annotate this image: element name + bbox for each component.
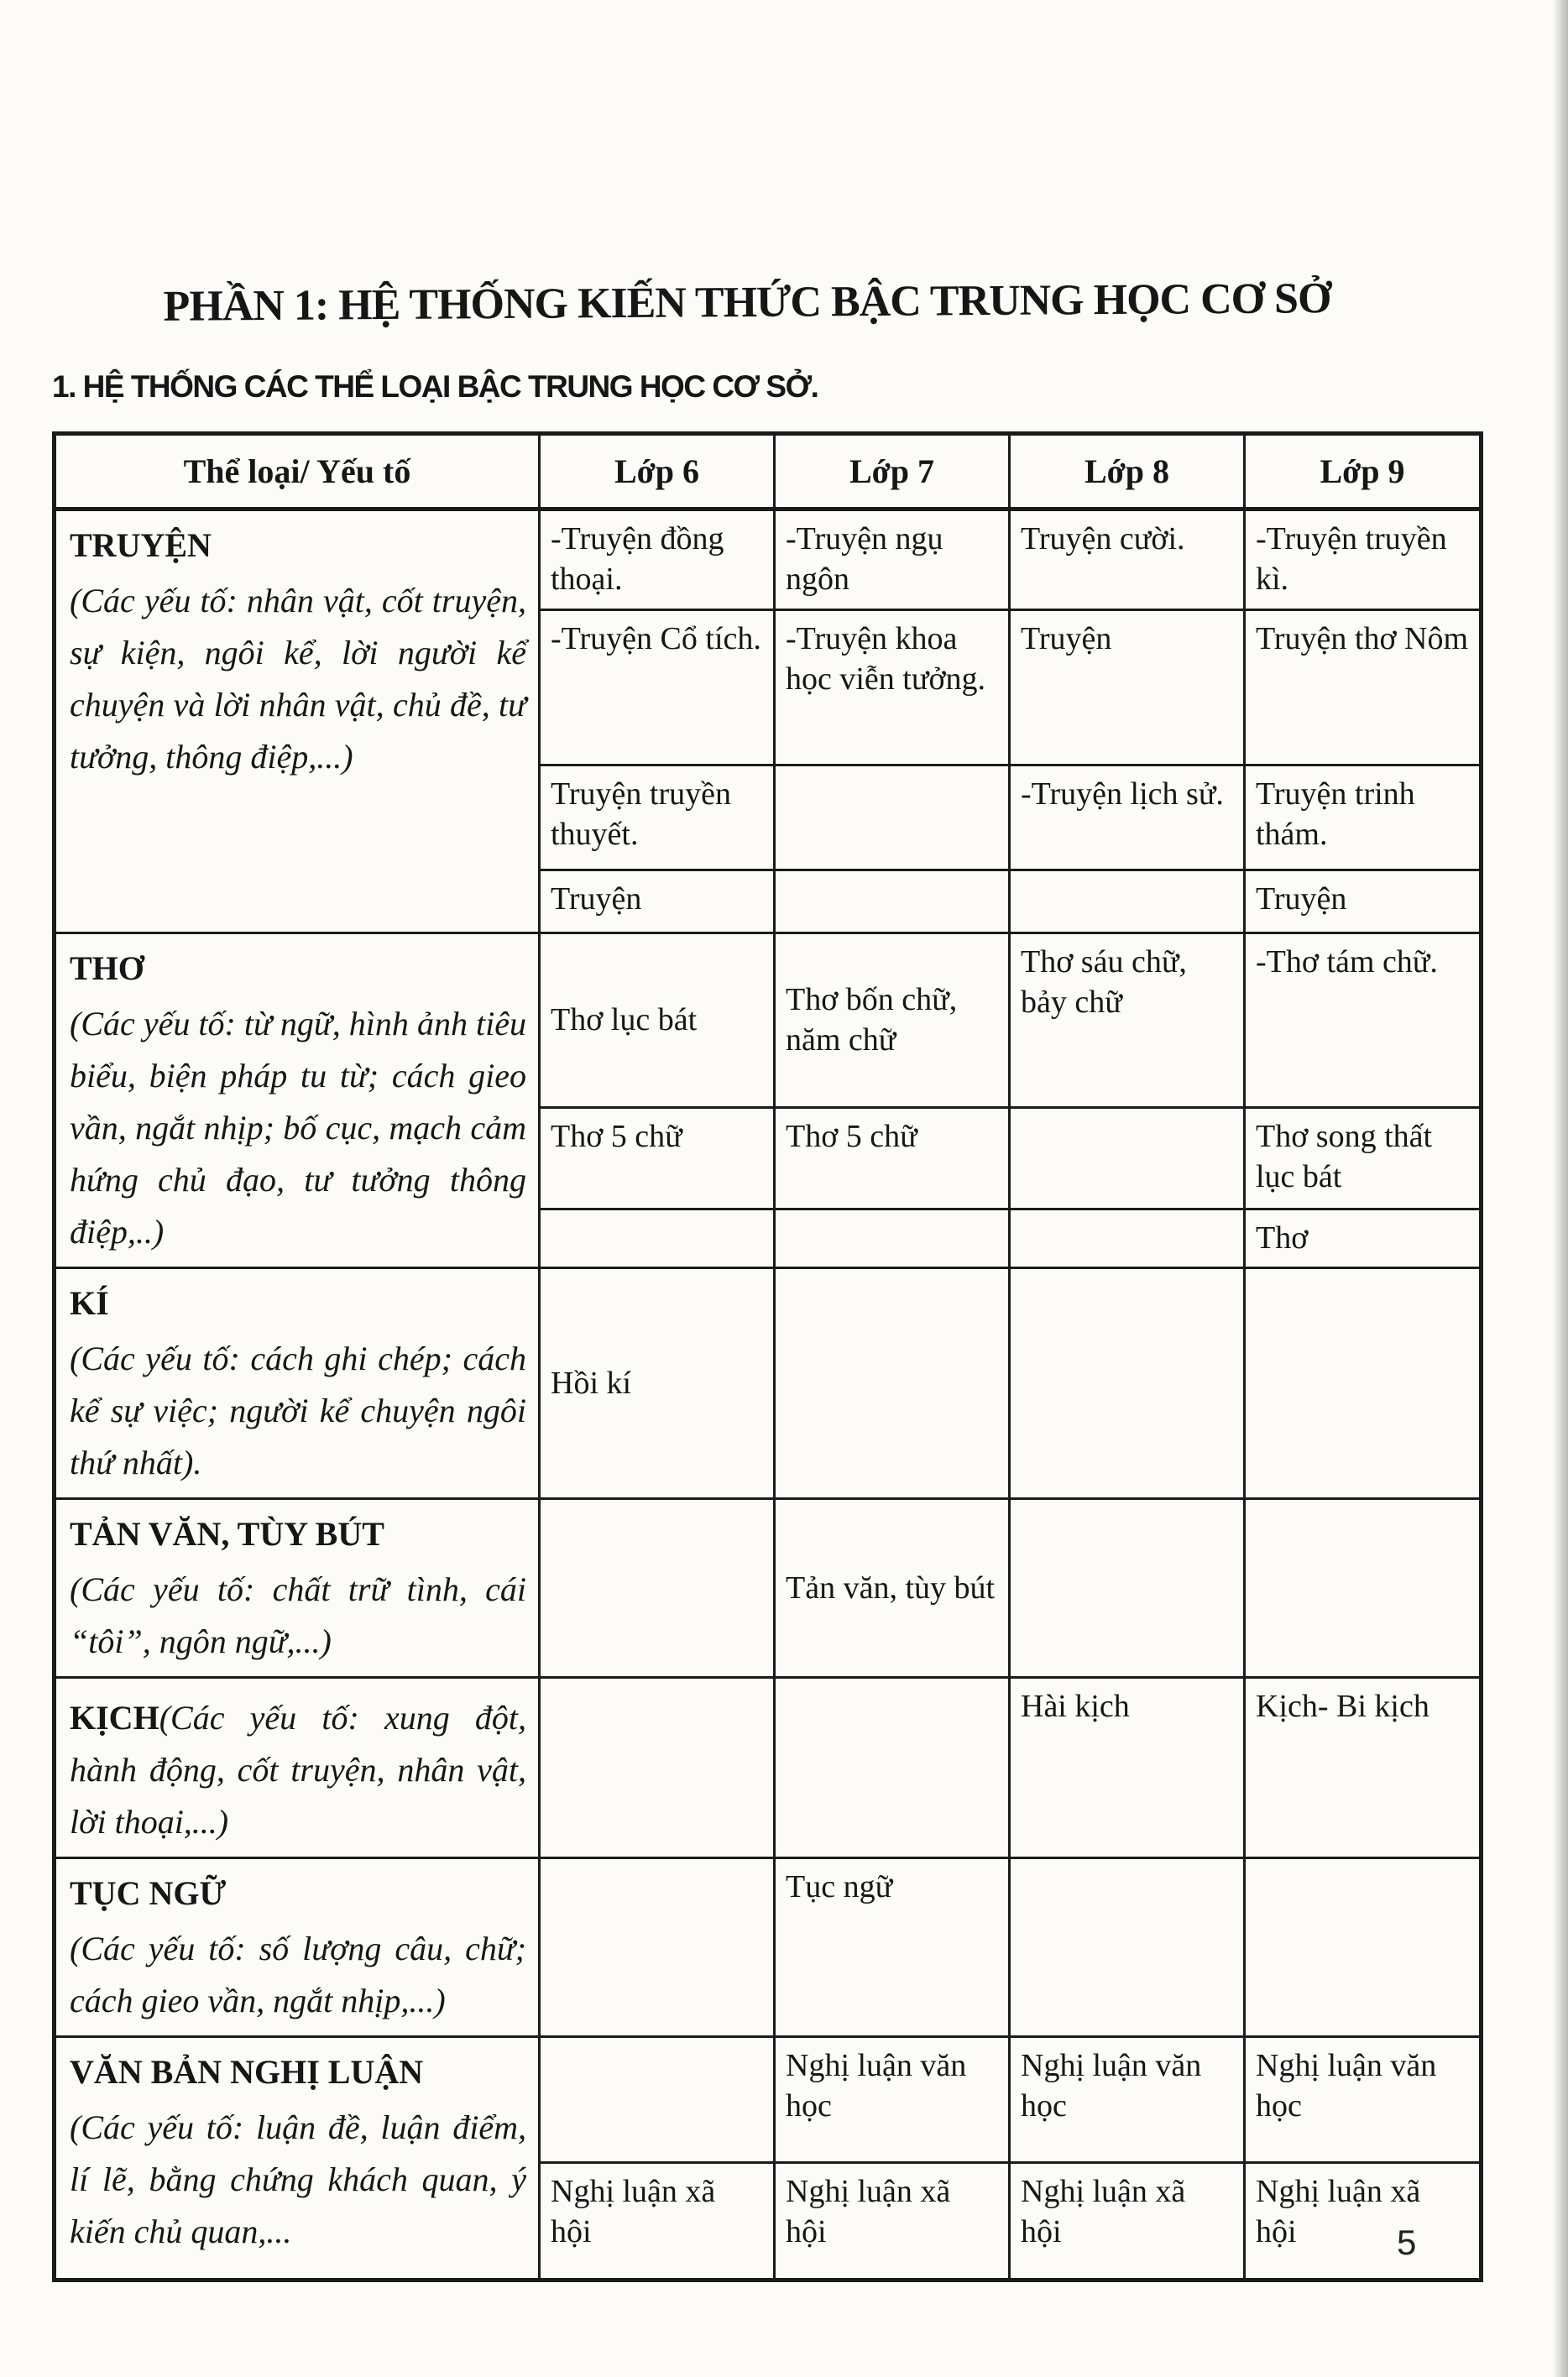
table-header-row bbox=[55, 434, 1482, 509]
value-cell bbox=[775, 870, 1010, 933]
value-cell bbox=[775, 765, 1010, 870]
table-row bbox=[55, 933, 1482, 1108]
value-cell: Tục ngữ bbox=[775, 1858, 1010, 2037]
table-row bbox=[55, 509, 1482, 610]
value-cell: Thơ sáu chữ, bảy chữ bbox=[1010, 933, 1245, 1108]
value-cell: Thơ 5 chữ bbox=[540, 1107, 775, 1209]
table-row bbox=[55, 1499, 1482, 1678]
value-cell bbox=[1245, 1499, 1482, 1678]
header-grade-6: Lớp 6 bbox=[540, 434, 775, 509]
value-cell: Truyện truyền thuyết. bbox=[540, 765, 775, 870]
value-cell: -Truyện khoa học viễn tưởng. bbox=[775, 610, 1010, 765]
table-row bbox=[55, 1858, 1482, 2037]
genre-title: THƠ bbox=[70, 949, 144, 987]
genre-description: (Các yếu tố: chất trữ tình, cái “tôi”, ngôn ngữ,...) bbox=[70, 1570, 526, 1660]
header-grade-7: Lớp 7 bbox=[775, 434, 1010, 509]
value-cell: Nghị luận xã hội bbox=[540, 2163, 775, 2280]
genre-description: (Các yếu tố: số lượng câu, chữ; cách gieo vần, ngắt nhịp,...) bbox=[70, 1930, 526, 2019]
value-cell: Nghị luận văn học bbox=[1245, 2037, 1482, 2163]
value-cell bbox=[1010, 1499, 1245, 1678]
table-row bbox=[55, 2037, 1482, 2163]
value-cell: Truyện bbox=[1245, 870, 1482, 933]
page-title: PHẦN 1: HỆ THỐNG KIẾN THỨC BẬC TRUNG HỌC CƠ SỞ bbox=[163, 274, 1331, 331]
genre-description: (Các yếu tố: nhân vật, cốt truyện, sự kiện, ngôi kể, lời người kể chuyện và lời nhân vật, chủ đề, tư tưởng, thông điệp,...) bbox=[70, 582, 526, 776]
table-row bbox=[55, 1678, 1482, 1858]
value-cell: Truyện trinh thám. bbox=[1245, 765, 1482, 870]
genre-description: (Các yếu tố: cách ghi chép; cách kể sự việc; người kể chuyện ngôi thứ nhất). bbox=[70, 1340, 526, 1481]
value-cell: Kịch- Bi kịch bbox=[1245, 1678, 1482, 1858]
genre-title: TẢN VĂN, TÙY BÚT bbox=[70, 1515, 384, 1553]
genre-title: KỊCH bbox=[70, 1699, 159, 1737]
value-cell: Nghị luận xã hội bbox=[775, 2163, 1010, 2280]
genre-description: (Các yếu tố: luận đề, luận điểm, lí lẽ, bằng chứng khách quan, ý kiến chủ quan,... bbox=[70, 2108, 526, 2250]
value-cell: Hài kịch bbox=[1010, 1678, 1245, 1858]
value-cell: Nghị luận văn học bbox=[775, 2037, 1010, 2163]
value-cell: Truyện thơ Nôm bbox=[1245, 610, 1482, 765]
value-cell: Hồi kí bbox=[540, 1268, 775, 1499]
section-subtitle: 1. HỆ THỐNG CÁC THỂ LOẠI BẬC TRUNG HỌC CƠ SỞ. bbox=[52, 369, 818, 404]
value-cell: Nghị luận xã hội bbox=[1010, 2163, 1245, 2280]
scanner-edge-shadow bbox=[1553, 0, 1568, 2377]
value-cell bbox=[1010, 1268, 1245, 1499]
genre-title: KÍ bbox=[70, 1284, 109, 1322]
value-cell bbox=[540, 1858, 775, 2037]
value-cell: -Truyện đồng thoại. bbox=[540, 509, 775, 610]
genre-cell-truyen bbox=[55, 509, 540, 933]
value-cell: Truyện cười. bbox=[1010, 509, 1245, 610]
table-row bbox=[55, 1268, 1482, 1499]
value-cell: Tản văn, tùy bút bbox=[775, 1499, 1010, 1678]
value-cell bbox=[1010, 1107, 1245, 1209]
value-cell bbox=[1010, 1209, 1245, 1268]
genre-title: TRUYỆN bbox=[70, 526, 212, 564]
value-cell bbox=[540, 2037, 775, 2163]
genre-title: TỤC NGỮ bbox=[70, 1874, 227, 1912]
genre-cell-tuc-ngu bbox=[55, 1858, 540, 2037]
genre-description: (Các yếu tố: xung đột, hành động, cốt truyện, nhân vật, lời thoại,...) bbox=[70, 1699, 526, 1841]
value-cell: Truyện bbox=[540, 870, 775, 933]
value-cell: Nghị luận xã hội bbox=[1245, 2163, 1482, 2280]
value-cell bbox=[540, 1678, 775, 1858]
genres-by-grade-table bbox=[52, 431, 1483, 2282]
value-cell bbox=[1245, 1858, 1482, 2037]
value-cell bbox=[1010, 870, 1245, 933]
value-cell bbox=[775, 1209, 1010, 1268]
value-cell: -Truyện truyền kì. bbox=[1245, 509, 1482, 610]
value-cell: Truyện bbox=[1010, 610, 1245, 765]
genre-title: VĂN BẢN NGHỊ LUẬN bbox=[70, 2053, 424, 2091]
value-cell: Thơ bốn chữ, năm chữ bbox=[775, 933, 1010, 1108]
value-cell bbox=[775, 1678, 1010, 1858]
genre-cell-kich bbox=[55, 1678, 540, 1858]
value-cell: Thơ lục bát bbox=[540, 933, 775, 1108]
genre-cell-nghi-luan bbox=[55, 2037, 540, 2280]
value-cell: Thơ song thất lục bát bbox=[1245, 1107, 1482, 1209]
value-cell bbox=[540, 1209, 775, 1268]
value-cell: Thơ bbox=[1245, 1209, 1482, 1268]
value-cell: -Truyện lịch sử. bbox=[1010, 765, 1245, 870]
value-cell bbox=[1010, 1858, 1245, 2037]
value-cell: Thơ 5 chữ bbox=[775, 1107, 1010, 1209]
genre-description: (Các yếu tố: từ ngữ, hình ảnh tiêu biểu, biện pháp tu từ; cách gieo vần, ngắt nhịp; bố cục, mạch cảm hứng chủ đạo, tư tưởng thông điệp,..) bbox=[70, 1005, 526, 1251]
value-cell: -Truyện Cổ tích. bbox=[540, 610, 775, 765]
page-number: 5 bbox=[1397, 2223, 1417, 2262]
value-cell bbox=[540, 1499, 775, 1678]
genre-cell-tho bbox=[55, 933, 540, 1268]
genre-cell-tan-van bbox=[55, 1499, 540, 1678]
value-cell: Nghị luận văn học bbox=[1010, 2037, 1245, 2163]
header-grade-9: Lớp 9 bbox=[1245, 434, 1482, 509]
genre-cell-ki bbox=[55, 1268, 540, 1499]
value-cell bbox=[775, 1268, 1010, 1499]
header-genre-column: Thể loại/ Yếu tố bbox=[55, 434, 540, 509]
value-cell: -Truyện ngụ ngôn bbox=[775, 509, 1010, 610]
value-cell bbox=[1245, 1268, 1482, 1499]
header-grade-8: Lớp 8 bbox=[1010, 434, 1245, 509]
value-cell: -Thơ tám chữ. bbox=[1245, 933, 1482, 1108]
